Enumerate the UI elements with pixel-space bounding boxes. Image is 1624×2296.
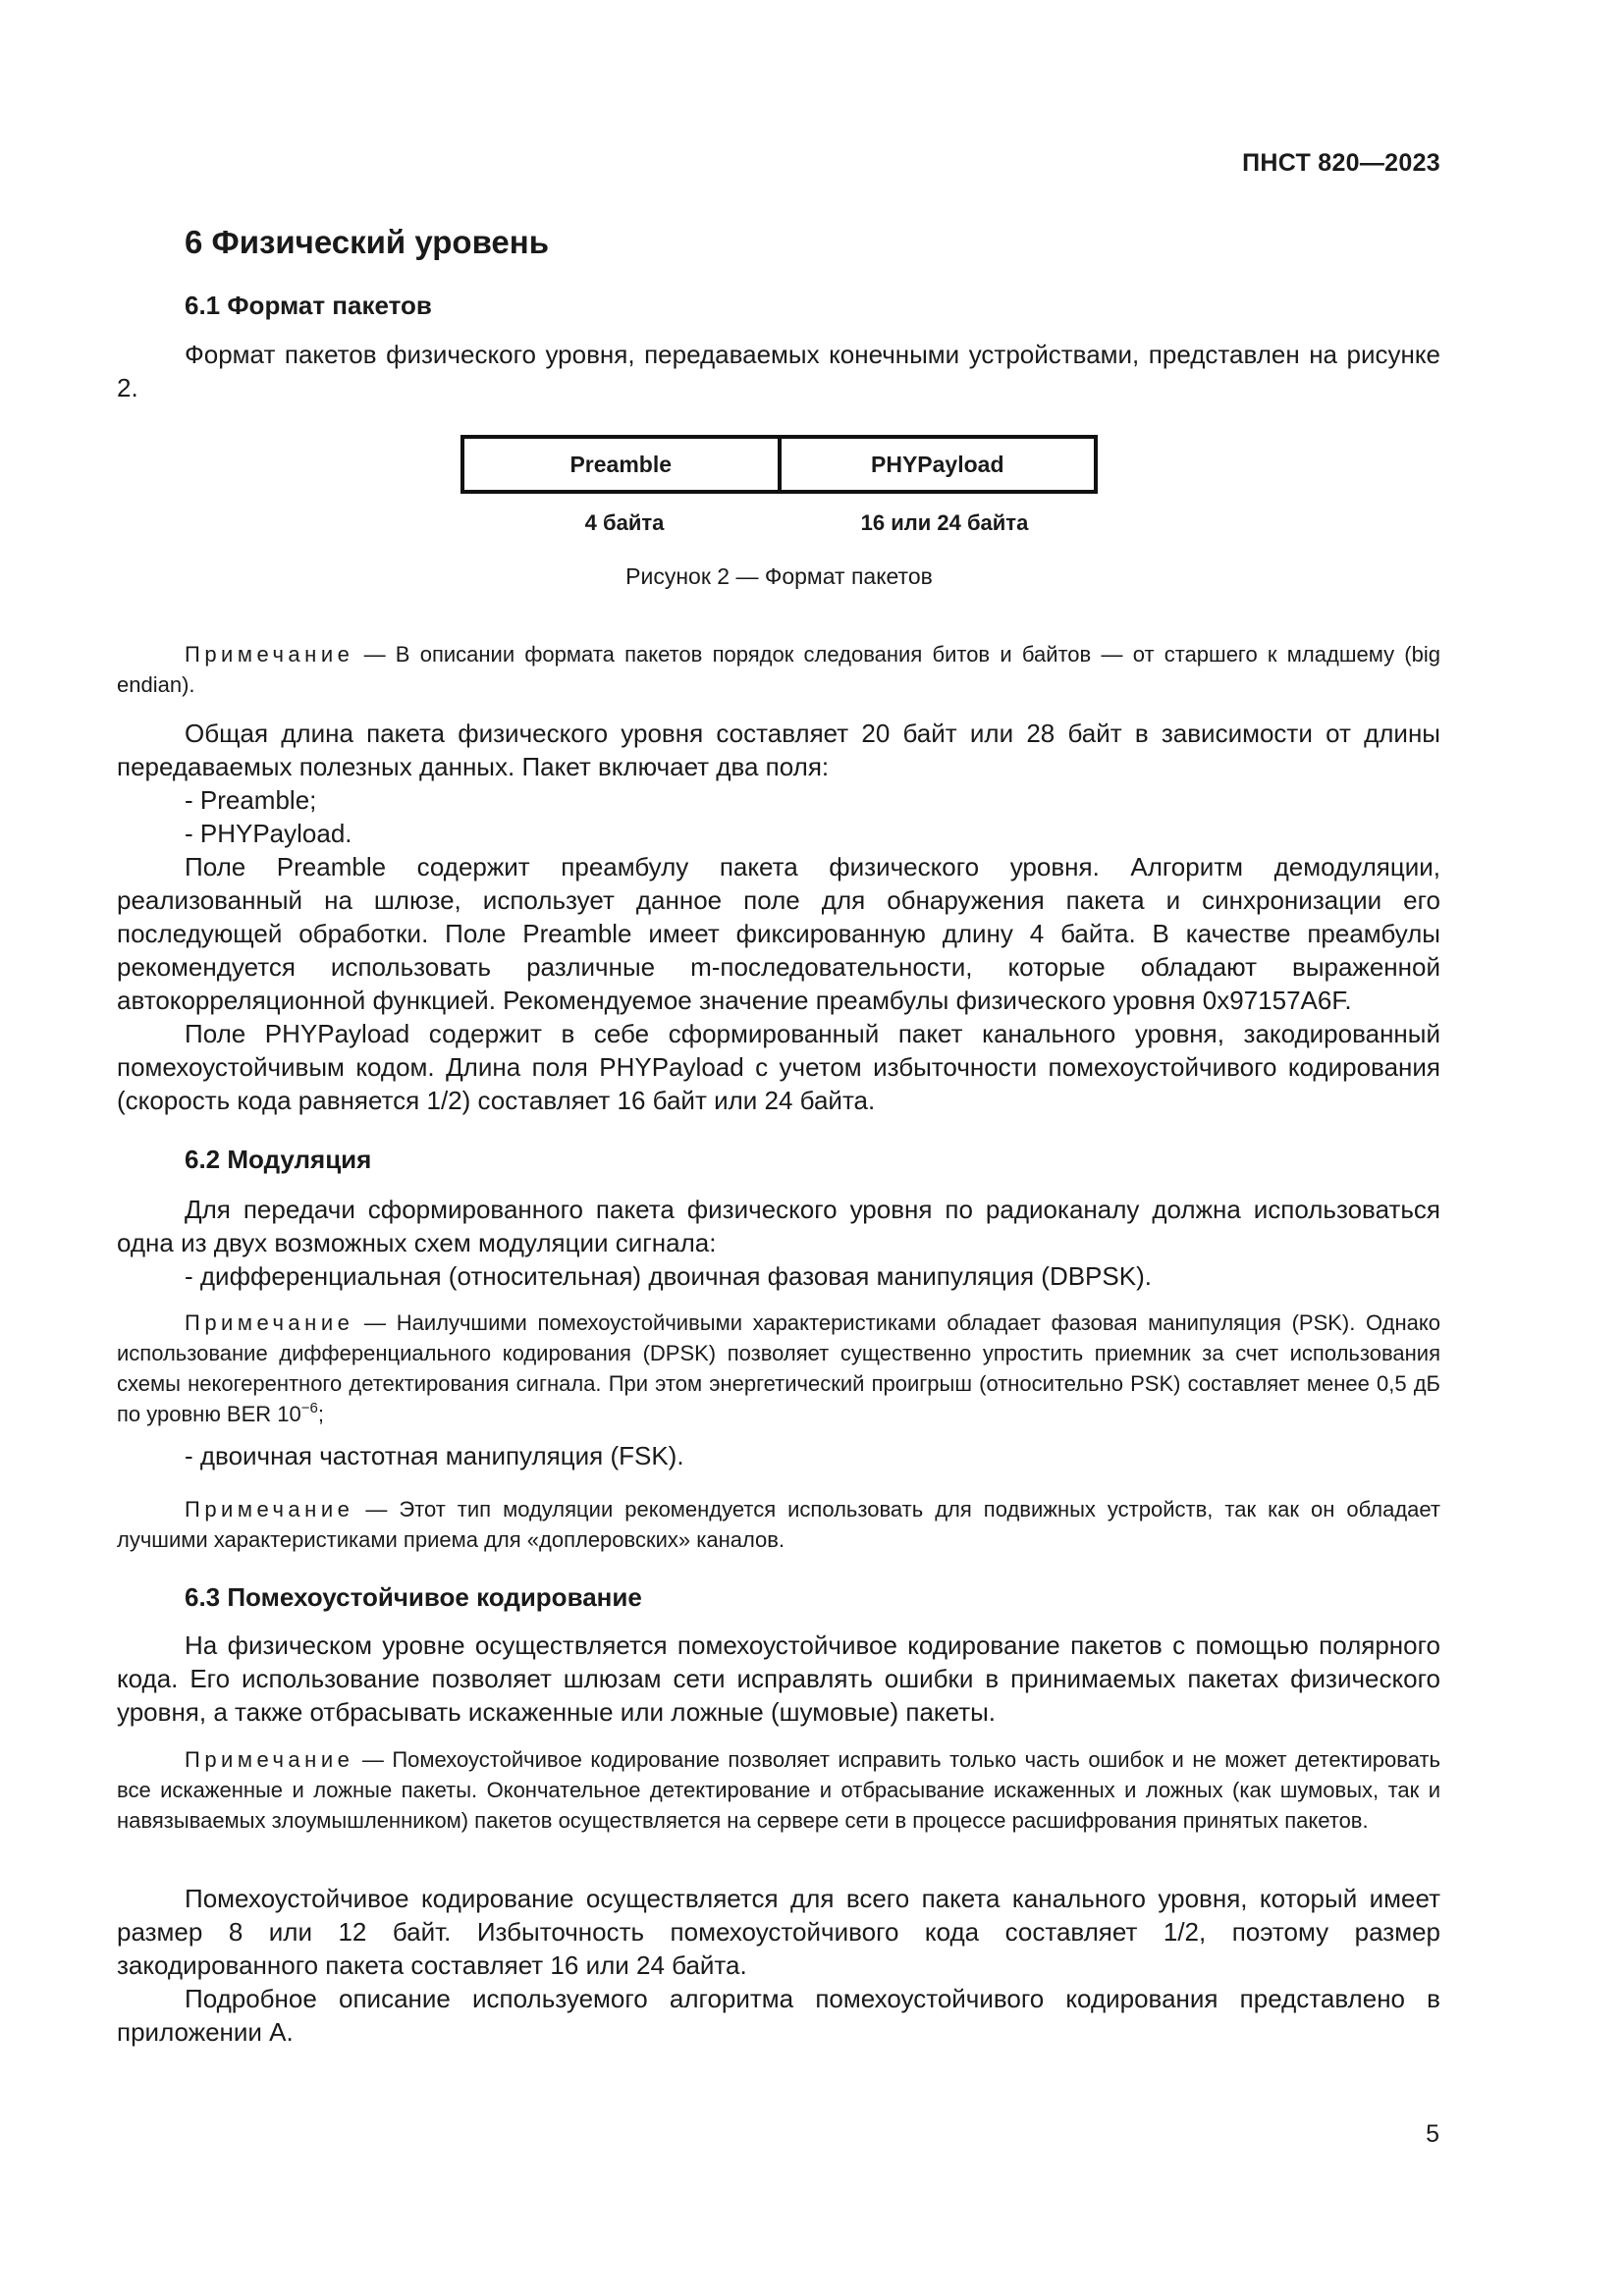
list-item: - Preamble; xyxy=(185,785,317,815)
figure-caption: Рисунок 2 — Формат пакетов xyxy=(625,563,933,589)
note-label: Примечание xyxy=(185,1497,354,1522)
note-text: — В описании формата пакетов порядок следования битов и байтов — от старшего к младшему (big endian). xyxy=(117,642,1440,697)
list-item: - двоичная частотная манипуляция (FSK). xyxy=(185,1441,684,1470)
body-6-2-fsk xyxy=(117,1439,1440,1472)
note-text: — Этот тип модуляции рекомендуется использовать для подвижных устройств, так как он обладает лучшими характеристиками приема для «доплеровских» каналов. xyxy=(117,1497,1440,1552)
figure-field-preamble: Preamble xyxy=(569,451,673,477)
subsection-title-6-3: 6.3 Помехоустойчивое кодирование xyxy=(185,1582,642,1612)
paragraph: Поле PHYPayload содержит в себе сформированный пакет канального уровня, закодированный помехоустойчивым кодом. Длина поля PHYPayload с учетом избыточности помехоустойчивого кодирования (скорость кода равняется 1/2) составляет 16 байт или 24 байта. xyxy=(117,1019,1440,1115)
paragraph-6-1-intro: Формат пакетов физического уровня, передаваемых конечными устройствами, представлен на рисунке 2. xyxy=(117,340,1440,402)
note-label: Примечание xyxy=(185,1310,354,1335)
paragraph: Поле Preamble содержит преамбулу пакета физического уровня. Алгоритм демодуляции, реализованный на шлюзе, использует данное поле для обнаружения пакета и синхронизации его последующей обработки. Поле Preamble имеет фиксированную длину 4 байта. В качестве преамбулы рекомендуется использовать различные m-последовательности, которые обладают выраженной автокорреляционной функцией. Рекомендуемое значение преамбулы физического уровня 0x97157A6F. xyxy=(117,852,1440,1015)
paragraph: Общая длина пакета физического уровня составляет 20 байт или 28 байт в зависимости от длины передаваемых полезных данных. Пакет включает два поля: xyxy=(117,719,1440,781)
note-6-3 xyxy=(117,1744,1440,1836)
body-6-2 xyxy=(117,1193,1440,1293)
note-label: Примечание xyxy=(185,1747,354,1772)
note-superscript: −6 xyxy=(300,1400,318,1416)
note-text: — Помехоустойчивое кодирование позволяет исправить только часть ошибок и не может детектировать все искаженные и ложные пакеты. Окончательное детектирование и отбрасывание искаженных и ложных (как шумовых, так и навязываемых злоумышленником) пакетов осуществляется на сервере сети в процессе расшифрования принятых пакетов. xyxy=(117,1747,1440,1833)
figure-size-phypayload: 16 или 24 байта xyxy=(860,510,1029,535)
note-label: Примечание xyxy=(185,642,354,667)
note-text: — Наилучшими помехоустойчивыми характеристиками обладает фазовая манипуляция (PSK). Однако использование дифференциального кодирования (DPSK) позволяет существенно упростить приемник за счет использования схемы некогерентного детектирования сигнала. При этом энергетический проигрыш (относительно PSK) составляет менее 0,5 дБ по уровню BER 10 xyxy=(117,1310,1440,1426)
paragraph: Для передачи сформированного пакета физического уровня по радиоканалу должна использоваться одна из двух возможных схем модуляции сигнала: xyxy=(117,1195,1440,1257)
paragraph: На физическом уровне осуществляется помехоустойчивое кодирование пакетов с помощью полярного кода. Его использование позволяет шлюзам сети исправлять ошибки в принимаемых пакетах физического уровня, а также отбрасывать искаженные или ложные (шумовые) пакеты. xyxy=(117,1630,1440,1727)
packet-format-figure xyxy=(460,435,1098,494)
body-6-1 xyxy=(117,717,1440,1117)
page-number: 5 xyxy=(1426,2120,1439,2148)
section-title: 6 Физический уровень xyxy=(185,224,550,260)
list-item: - PHYPayload. xyxy=(185,819,352,848)
subsection-title-6-1: 6.1 Формат пакетов xyxy=(185,291,432,320)
body-6-3-continued xyxy=(117,1882,1440,2049)
note-6-2-fsk xyxy=(117,1494,1440,1555)
figure-field-phypayload: PHYPayload xyxy=(778,439,1095,490)
standard-id: ПНСТ 820—2023 xyxy=(1242,149,1440,177)
subsection-title-6-2: 6.2 Модуляция xyxy=(185,1145,372,1174)
paragraph: Подробное описание используемого алгоритма помехоустойчивого кодирования представлено в приложении А. xyxy=(117,1984,1440,2047)
body-6-3 xyxy=(117,1629,1440,1729)
figure-size-preamble: 4 байта xyxy=(584,510,665,535)
note-6-2-dbpsk: Примечание — Наилучшими помехоустойчивыми характеристиками обладает фазовая манипуляция (PSK). Однако использование дифференциального кодирования (DPSK) позволяет существенно упростить приемник за счет использования схемы некогерентного детектирования сигнала. При этом энергетический проигрыш (относительно PSK) составляет менее 0,5 дБ по уровню BER $10^{-6}$; xyxy=(117,1310,1440,1426)
list-item: - дифференциальная (относительная) двоичная фазовая манипуляция (DBPSK). xyxy=(185,1261,1152,1291)
note-6-1 xyxy=(117,639,1440,700)
paragraph: Помехоустойчивое кодирование осуществляется для всего пакета канального уровня, который имеет размер 8 или 12 байт. Избыточность помехоустойчивого кода составляет 1/2, поэтому размер закодированного пакета составляет 16 или 24 байта. xyxy=(117,1884,1440,1980)
